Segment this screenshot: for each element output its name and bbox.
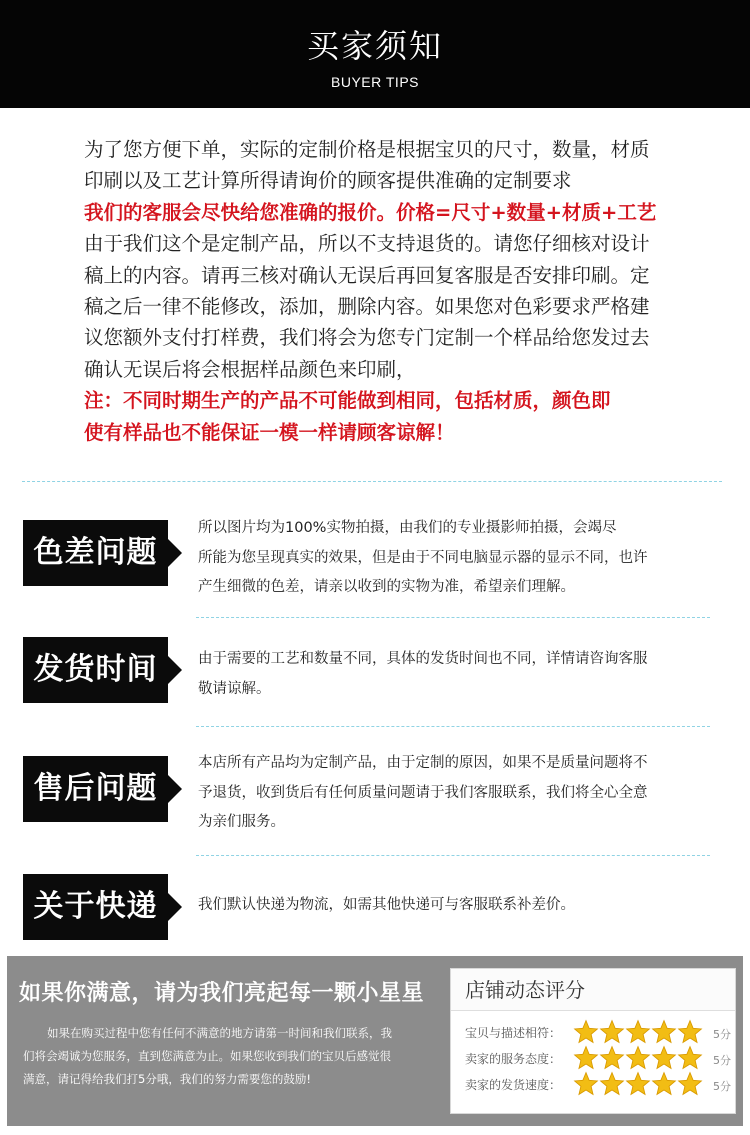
star-icon <box>625 1071 651 1097</box>
intro-line: 稿上的内容。请再三核对确认无误后再回复客服是否安排印刷。定 <box>84 263 650 287</box>
rating-label: 宝贝与描述相符： <box>465 1026 562 1040</box>
intro-line-highlight: 注：不同时期生产的产品不可能做到相同，包括材质，颜色即 <box>84 389 611 413</box>
rating-score: 5分 <box>713 1028 731 1041</box>
intro-line: 稿之后一律不能修改，添加，删除内容。如果您对色彩要求严格建 <box>84 294 650 318</box>
footer-line: 满意，请记得给我们打5分哦，我们的努力需要您的鼓励! <box>23 1072 311 1086</box>
intro-line: 印刷以及工艺计算所得请询价的顾客提供准确的定制要求 <box>84 169 572 193</box>
intro-line: 确认无误后将会根据样品颜色来印刷， <box>84 357 416 381</box>
section-line: 敬请谅解。 <box>198 680 271 697</box>
section-tag-label: 发货时间 <box>33 652 158 687</box>
star-icon <box>599 1071 625 1097</box>
intro-line-highlight: 使有样品也不能保证一模一样请顾客谅解！ <box>84 420 455 444</box>
star-icon <box>573 1071 599 1097</box>
section-body-shipping-time <box>198 645 718 704</box>
star-icon <box>651 1019 677 1045</box>
section-tag-label: 关于快递 <box>33 889 158 924</box>
section-tag-after-sales <box>23 756 168 822</box>
section-line: 由于需要的工艺和数量不同，具体的发货时间也不同，详情请咨询客服 <box>198 651 648 667</box>
star-icon <box>599 1045 625 1071</box>
rating-label: 卖家的服务态度： <box>465 1052 562 1066</box>
section-tag-express <box>23 874 168 940</box>
section-tag-color-difference <box>23 520 168 586</box>
star-icon <box>677 1019 703 1045</box>
intro-line: 为了您方便下单，实际的定制价格是根据宝贝的尺寸，数量，材质 <box>84 138 650 161</box>
footer-line: 们将会竭诚为您服务，直到您满意为止。如果您收到我们的宝贝后感觉很 <box>23 1049 391 1063</box>
intro-line-highlight: 我们的客服会尽快给您准确的报价。价格=尺寸+数量+材质+工艺 <box>84 200 657 224</box>
footer-line: 如果在购买过程中您有任何不满意的地方请第一时间和我们联系，我 <box>47 1026 392 1040</box>
intro-notice <box>84 134 684 448</box>
star-icon <box>677 1045 703 1071</box>
star-icon <box>625 1019 651 1045</box>
section-tag-label: 色差问题 <box>33 535 158 570</box>
header-banner <box>0 0 750 108</box>
intro-line: 由于我们这个是定制产品，所以不支持退货的。请您仔细核对设计 <box>84 232 650 256</box>
section-line: 本店所有产品均为定制产品，由于定制的原因，如果不是质量问题将不 <box>198 755 648 771</box>
section-line: 所能为您呈现真实的效果，但是由于不同电脑显示器的显示不同，也许 <box>198 549 648 566</box>
star-icon <box>651 1071 677 1097</box>
page-title: 买家须知 <box>306 27 443 65</box>
section-line: 所以图片均为100%实物拍摄，由我们的专业摄影师拍摄，会竭尽 <box>198 520 617 536</box>
star-icon <box>573 1045 599 1071</box>
section-line: 予退货，收到货后有任何质量问题请于我们客服联系，我们将全心全意 <box>198 784 648 801</box>
divider <box>22 481 722 482</box>
section-tag-shipping-time <box>23 637 168 703</box>
star-icon <box>573 1019 599 1045</box>
store-rating-panel <box>450 968 736 1114</box>
rating-label: 卖家的发货速度： <box>465 1078 562 1092</box>
section-body-after-sales <box>198 749 718 838</box>
section-body-express <box>198 891 718 921</box>
section-body-color-difference <box>198 514 718 603</box>
section-line: 为亲们服务。 <box>198 814 285 830</box>
rating-row-service <box>465 1045 731 1071</box>
rating-score: 5分 <box>713 1080 731 1093</box>
divider <box>196 855 710 856</box>
rating-row-shipping <box>465 1071 731 1097</box>
page-subtitle: BUYER TIPS <box>331 74 419 90</box>
divider <box>196 617 710 618</box>
footer-title: 如果你满意，请为我们亮起每一颗小星星 <box>19 981 425 1006</box>
store-rating-title: 店铺动态评分 <box>451 969 735 1011</box>
rating-row-description <box>465 1019 731 1045</box>
divider <box>196 726 710 727</box>
star-icon <box>651 1045 677 1071</box>
intro-line: 议您额外支付打样费，我们将会为您专门定制一个样品给您发过去 <box>84 326 650 350</box>
section-line: 我们默认快递为物流，如需其他快递可与客服联系补差价。 <box>198 897 575 913</box>
star-icon <box>599 1019 625 1045</box>
rating-score: 5分 <box>713 1054 731 1067</box>
section-tag-label: 售后问题 <box>33 771 158 806</box>
footer-message <box>23 1022 443 1091</box>
section-line: 产生细微的色差，请亲以收到的实物为准，希望亲们理解。 <box>198 579 575 595</box>
star-icon <box>625 1045 651 1071</box>
star-icon <box>677 1071 703 1097</box>
